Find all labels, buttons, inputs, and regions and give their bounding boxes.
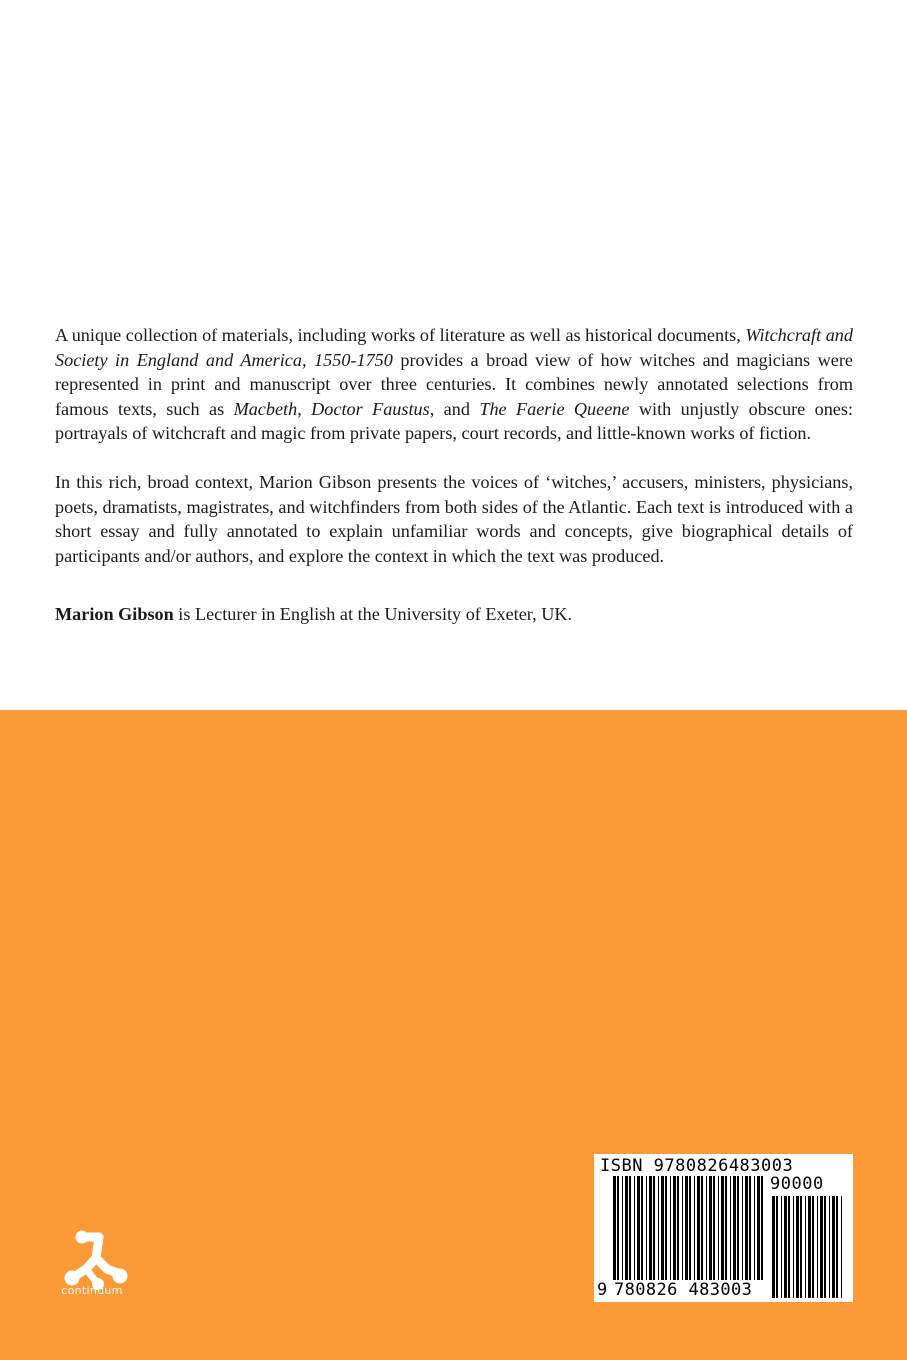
book-title: Witchcraft and Society in England and America, 1550-1750 (55, 325, 853, 370)
barcode-bar (730, 1176, 731, 1280)
work-title-faerie-queene: The Faerie Queene (479, 398, 630, 419)
barcode-bar (725, 1176, 727, 1280)
barcode-bar (841, 1196, 842, 1298)
barcode-bar (713, 1176, 715, 1280)
barcode-bar (820, 1196, 823, 1298)
barcode-bar (812, 1196, 814, 1298)
barcode-bar (709, 1176, 712, 1280)
barcode-bar (697, 1176, 700, 1280)
author-name: Marion Gibson (55, 604, 174, 625)
blurb-paragraph-1 (55, 323, 853, 446)
barcode-bar (733, 1176, 736, 1280)
barcode-bar (788, 1196, 790, 1298)
barcode-bar (634, 1176, 635, 1280)
barcode-bar (721, 1176, 724, 1280)
barcode-bar (737, 1176, 739, 1280)
barcode-bar (757, 1176, 760, 1280)
barcode-bar (670, 1176, 671, 1280)
barcode-bar (677, 1176, 679, 1280)
barcode-bar (629, 1176, 631, 1280)
barcode-bar (761, 1176, 763, 1280)
barcode-bar (718, 1176, 719, 1280)
barcode-bar (673, 1176, 676, 1280)
barcode-bar (661, 1176, 664, 1280)
blurb-text: provides a broad view of how witches and magicians were represented in print and manuscript over three centuries. It combines newly annotated selections from famous texts, such as (55, 349, 853, 419)
barcode-bar (824, 1196, 826, 1298)
ean-digits: 780826 483003 (614, 1280, 753, 1300)
publisher-name: continuum (61, 1284, 123, 1297)
barcode-bar (817, 1196, 818, 1298)
barcode-bar (701, 1176, 703, 1280)
author-bio-text: is Lecturer in English at the University of Exeter, UK. (173, 604, 573, 625)
barcode-bar (742, 1176, 743, 1280)
barcode-bar (625, 1176, 628, 1280)
barcode-bar (658, 1176, 659, 1280)
work-title-macbeth: Macbeth (233, 398, 298, 419)
author-bio (55, 602, 853, 627)
barcode-bar (776, 1196, 778, 1298)
barcode-bar (808, 1196, 811, 1298)
price-code: 90000 (770, 1174, 824, 1194)
barcode-bar (694, 1176, 695, 1280)
blurb-text: with unjustly obscure ones: portrayals of witchcraft and magic from private papers, court records, and little-known works of fiction. (55, 398, 854, 444)
barcode-bar (706, 1176, 707, 1280)
barcode-bar (641, 1176, 643, 1280)
blurb-text: A unique collection of materials, including works of literature as well as historical documents, (55, 325, 746, 345)
barcode-bar (613, 1176, 616, 1280)
barcode-bar (836, 1196, 838, 1298)
barcode-bar (829, 1196, 830, 1298)
barcode-bar (617, 1176, 619, 1280)
barcode-bar (832, 1196, 835, 1298)
barcode-bar (781, 1196, 782, 1298)
barcode-bar (682, 1176, 683, 1280)
blurb-text: , and (429, 398, 480, 419)
barcode-bar (689, 1176, 691, 1280)
barcode-bar (653, 1176, 655, 1280)
barcode-bar (685, 1176, 688, 1280)
barcode-bar (800, 1196, 802, 1298)
barcode-bar (805, 1196, 806, 1298)
barcode-bar (793, 1196, 794, 1298)
isbn-barcode (594, 1154, 853, 1302)
barcode-bar (796, 1196, 799, 1298)
barcode-bar (637, 1176, 640, 1280)
ean-first-digit: 9 (597, 1280, 608, 1300)
barcode-bar (745, 1176, 748, 1280)
barcode-bar (646, 1176, 647, 1280)
barcode-bar (784, 1196, 787, 1298)
barcode-bar (749, 1176, 751, 1280)
barcode-bar (772, 1196, 775, 1298)
barcode-bar (665, 1176, 667, 1280)
barcode-bar (622, 1176, 623, 1280)
isbn-label: ISBN 9780826483003 (600, 1156, 794, 1176)
blurb-text: , (297, 398, 312, 419)
blurb-paragraph-2: In this rich, broad context, Marion Gibson presents the voices of ‘witches,’ accusers, ministers, physicians, poets, dramatists, magistrates, and witchfinders from both sides of the Atlantic. Each text is introduced with a short essay and fully annotated to explain unfamiliar words and concepts, give biographical details of participants and/or authors, and explore the context in which the text was produced. (55, 471, 853, 566)
barcode-bar (754, 1176, 755, 1280)
work-title-faustus: Doctor Faustus (311, 398, 430, 419)
barcode-bar (649, 1176, 652, 1280)
back-cover-text (55, 323, 853, 627)
